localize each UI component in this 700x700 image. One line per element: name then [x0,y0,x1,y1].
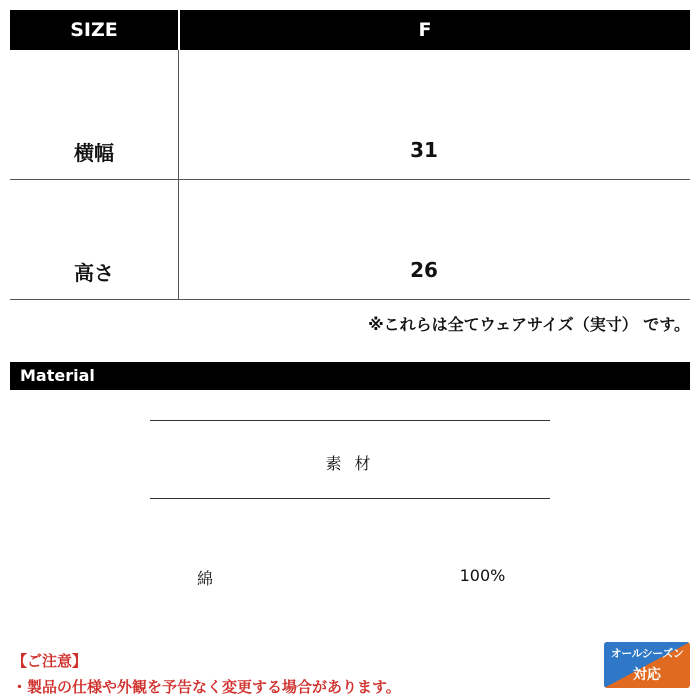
size-row-height-label: 高さ [74,261,114,285]
size-header-value: F [418,19,432,41]
material-section-title: Material [20,366,95,385]
badge-line-1: オールシーズン [610,647,684,660]
size-row-height-value: 26 [410,258,438,282]
caution-title: 【ご注意】 [12,652,88,670]
material-table-title: 素 材 [325,454,375,473]
caution-text: ・製品の仕様や外観を予告なく変更する場合があります。 [12,678,401,696]
all-season-badge [604,642,690,688]
size-table-row-divider [10,179,690,180]
size-table-header [10,10,690,50]
size-table-bottom-line [10,299,690,300]
material-percent: 100% [459,566,506,585]
size-row-width-label: 横幅 [74,141,114,165]
material-name: 綿 [196,569,213,588]
material-section-header [10,362,690,390]
size-row-width-value: 31 [410,138,438,162]
size-header-label: SIZE [70,19,118,41]
size-note: ※これらは全てウェアサイズ（実寸） です。 [368,315,690,334]
material-table-header-line [150,498,550,499]
material-table-top-line [150,420,550,421]
badge-line-2: 対応 [633,667,661,683]
